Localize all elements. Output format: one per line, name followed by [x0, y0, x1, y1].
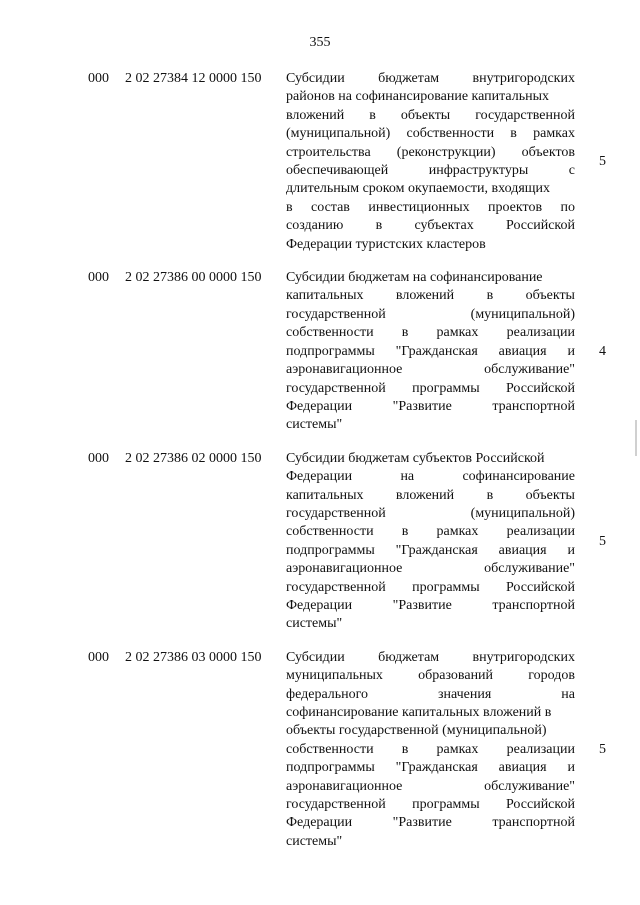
- income-name-line: [286, 217, 575, 235]
- word: транспортной: [492, 398, 575, 414]
- admin-code: 000: [88, 270, 109, 286]
- word: на: [561, 686, 575, 702]
- word: системы": [286, 616, 343, 632]
- word: аэронавигационное: [286, 778, 403, 794]
- word: системы": [286, 417, 343, 433]
- word: собственности: [286, 741, 374, 757]
- page-number: 355: [309, 35, 331, 50]
- word: по: [560, 199, 575, 215]
- budget-code: 2 02 27386 03 0000 150: [125, 649, 262, 665]
- word: "Гражданская: [395, 343, 478, 359]
- norm-percent: 5: [599, 154, 606, 169]
- income-name-line: [286, 704, 575, 722]
- word: государственной: [286, 579, 386, 595]
- income-name: [286, 450, 575, 634]
- income-name-line: [286, 560, 575, 578]
- word: в: [375, 218, 383, 234]
- word: Российской: [505, 380, 575, 396]
- word: в: [401, 524, 409, 540]
- word: собственности: [286, 524, 374, 540]
- word: рамках: [533, 126, 575, 142]
- word: в: [369, 107, 376, 123]
- income-name-line: [286, 686, 575, 704]
- word: Субсидии: [286, 649, 345, 665]
- word: обслуживание": [484, 561, 575, 577]
- word: с: [568, 163, 575, 179]
- word: софинансирование капитальных вложений в: [286, 705, 552, 720]
- word: значения: [437, 686, 492, 702]
- norm-percent: 4: [599, 344, 606, 360]
- income-name-line: [286, 796, 575, 814]
- norm-percent: 5: [599, 741, 606, 757]
- income-name-line: [286, 324, 575, 342]
- word: в: [401, 325, 409, 341]
- word: капитальных: [286, 487, 364, 503]
- word: проектов: [488, 199, 543, 215]
- word: в: [401, 741, 409, 757]
- income-name-line: [286, 70, 575, 88]
- word: Российской: [505, 579, 575, 595]
- word: (муниципальной): [470, 505, 575, 521]
- table-row: [0, 269, 640, 435]
- word: реализации: [506, 325, 575, 341]
- table-row: [0, 70, 640, 254]
- income-name-line: [286, 361, 575, 379]
- word: аэронавигационное: [286, 362, 403, 378]
- word: инвестиционных: [368, 199, 470, 215]
- budget-code: 2 02 27384 12 0000 150: [125, 71, 262, 86]
- word: транспортной: [492, 815, 575, 831]
- word: объекты государственной (муниципальной): [286, 723, 547, 739]
- word: объектов: [521, 144, 575, 160]
- word: Российской: [505, 797, 575, 813]
- income-name-line: [286, 269, 575, 287]
- word: государственной: [286, 797, 386, 813]
- word: Федерации: [286, 597, 353, 613]
- word: Субсидии бюджетам на софинансирование: [286, 270, 543, 286]
- word: собственности: [406, 126, 495, 142]
- income-name-line: [286, 199, 575, 217]
- income-name-line: [286, 162, 575, 180]
- budget-classification-table: [0, 70, 640, 851]
- word: на: [400, 469, 415, 485]
- word: вложений: [286, 107, 345, 123]
- word: "Развитие: [392, 597, 452, 613]
- word: бюджетам: [378, 649, 440, 665]
- word: Федерации: [286, 469, 353, 485]
- word: софинансирование: [462, 469, 575, 485]
- word: вложений: [395, 288, 455, 304]
- word: инфраструктуры: [428, 163, 529, 179]
- word: подпрограммы: [286, 760, 375, 776]
- table-row: [0, 649, 640, 851]
- word: районов на софинансирование капитальных: [286, 89, 550, 105]
- word: длительным сроком окупаемости, входящих: [286, 181, 551, 197]
- income-name-line: [286, 597, 575, 615]
- income-name-line: [286, 380, 575, 398]
- budget-code: 2 02 27386 00 0000 150: [125, 270, 262, 286]
- admin-code: 000: [88, 649, 109, 665]
- income-name-line: [286, 579, 575, 597]
- word: рамках: [436, 325, 479, 341]
- word: авиация: [498, 542, 547, 558]
- word: объекты: [525, 487, 575, 503]
- income-name-line: [286, 450, 575, 468]
- word: аэронавигационное: [286, 561, 403, 577]
- word: транспортной: [492, 597, 575, 613]
- word: Российской: [506, 218, 575, 234]
- word: созданию: [286, 218, 344, 234]
- word: авиация: [498, 343, 547, 359]
- word: "Гражданская: [395, 542, 478, 558]
- income-name-line: [286, 487, 575, 505]
- word: реализации: [506, 741, 575, 757]
- word: рамках: [436, 524, 479, 540]
- admin-code: 000: [88, 71, 109, 86]
- word: подпрограммы: [286, 542, 375, 558]
- word: программы: [412, 579, 480, 595]
- word: обслуживание": [484, 778, 575, 794]
- income-name-line: [286, 814, 575, 832]
- word: подпрограммы: [286, 343, 375, 359]
- word: строительства: [286, 144, 371, 160]
- income-name-line: [286, 741, 575, 759]
- income-name-line: [286, 615, 575, 633]
- word: внутригородских: [472, 71, 575, 86]
- word: муниципальных: [286, 668, 383, 684]
- word: (муниципальной): [286, 126, 391, 142]
- income-name-line: [286, 236, 575, 254]
- word: образований: [418, 668, 494, 684]
- income-name: [286, 70, 575, 254]
- word: и: [567, 760, 575, 776]
- word: (муниципальной): [470, 306, 575, 322]
- word: в: [510, 126, 517, 142]
- budget-code: 2 02 27386 02 0000 150: [125, 450, 262, 466]
- word: Федерации: [286, 815, 353, 831]
- word: Федерации туристских кластеров: [286, 236, 486, 252]
- income-name-line: [286, 88, 575, 106]
- income-name-line: [286, 144, 575, 162]
- scan-edge-mark: [635, 420, 637, 456]
- word: государственной: [475, 107, 575, 123]
- word: Субсидии бюджетам субъектов Российской: [286, 450, 545, 466]
- income-name-line: [286, 306, 575, 324]
- word: состав: [311, 199, 350, 215]
- income-name-line: [286, 778, 575, 796]
- income-name-line: [286, 542, 575, 560]
- word: авиация: [498, 760, 547, 776]
- word: федерального: [286, 686, 369, 702]
- word: и: [567, 542, 575, 558]
- word: капитальных: [286, 288, 364, 304]
- word: обеспечивающей: [286, 163, 389, 179]
- admin-code: 000: [88, 450, 109, 466]
- word: Субсидии: [286, 71, 345, 86]
- word: Федерации: [286, 398, 353, 414]
- income-name-line: [286, 416, 575, 434]
- income-name-line: [286, 125, 575, 143]
- income-name-line: [286, 505, 575, 523]
- word: государственной: [286, 380, 386, 396]
- word: в: [286, 199, 293, 215]
- word: и: [567, 343, 575, 359]
- word: вложений: [395, 487, 455, 503]
- income-name-line: [286, 107, 575, 125]
- income-name-line: [286, 523, 575, 541]
- income-name-line: [286, 398, 575, 416]
- income-name: [286, 649, 575, 851]
- word: собственности: [286, 325, 374, 341]
- word: объекты: [525, 288, 575, 304]
- table-row: [0, 450, 640, 634]
- word: программы: [412, 380, 480, 396]
- word: реализации: [506, 524, 575, 540]
- norm-percent: 5: [599, 533, 606, 549]
- word: объекты: [400, 107, 451, 123]
- income-name-line: [286, 343, 575, 361]
- word: программы: [412, 797, 480, 813]
- word: "Гражданская: [395, 760, 478, 776]
- word: "Развитие: [392, 815, 452, 831]
- word: системы": [286, 833, 343, 849]
- word: в: [486, 487, 494, 503]
- income-name-line: [286, 667, 575, 685]
- income-name-line: [286, 287, 575, 305]
- word: бюджетам: [378, 71, 440, 86]
- income-name-line: [286, 468, 575, 486]
- income-name-line: [286, 722, 575, 740]
- income-name: [286, 269, 575, 435]
- word: "Развитие: [392, 398, 452, 414]
- word: городов: [528, 668, 575, 684]
- word: внутригородских: [472, 649, 575, 665]
- word: (реконструкции): [396, 144, 496, 160]
- word: обслуживание": [484, 362, 575, 378]
- word: рамках: [436, 741, 479, 757]
- income-name-line: [286, 180, 575, 198]
- income-name-line: [286, 833, 575, 851]
- income-name-line: [286, 759, 575, 777]
- word: в: [486, 288, 494, 304]
- word: субъектах: [414, 218, 474, 234]
- word: государственной: [286, 306, 386, 322]
- income-name-line: [286, 649, 575, 667]
- word: государственной: [286, 505, 386, 521]
